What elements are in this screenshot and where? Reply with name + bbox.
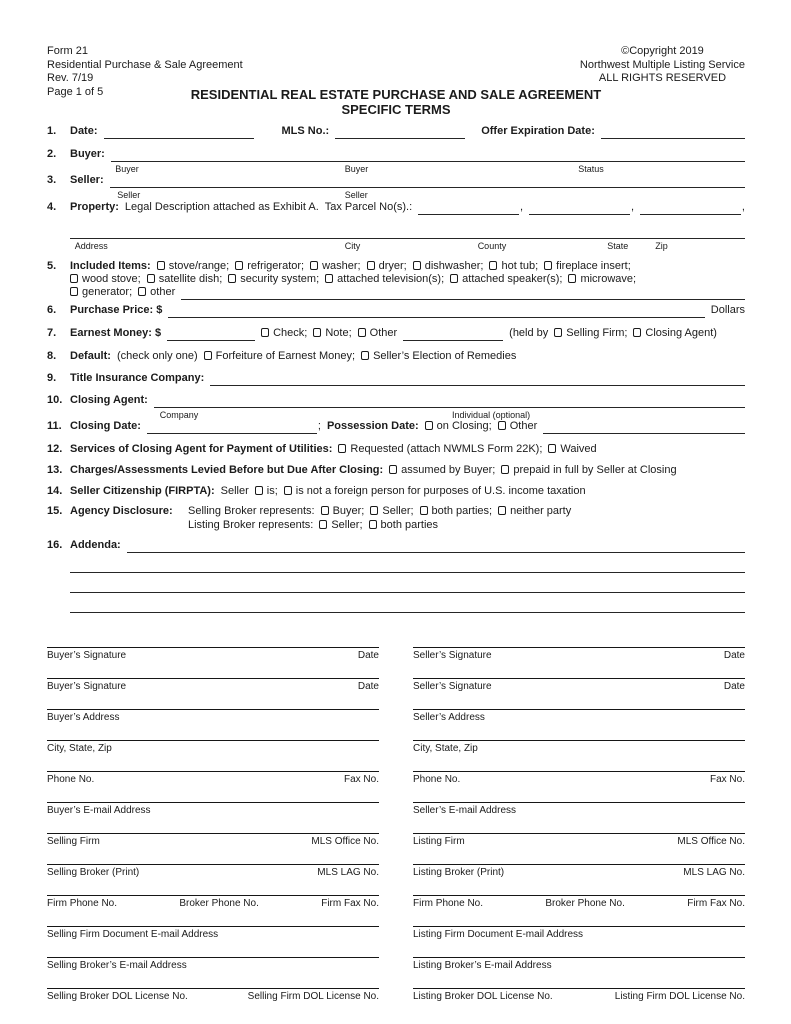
sig-label: Phone No. <box>413 774 461 785</box>
sig-label: Buyer’s Address <box>47 712 120 723</box>
sig-label: MLS LAG No. <box>317 867 379 878</box>
option-label: attached speaker(s); <box>462 273 563 285</box>
item-number: 1. <box>47 125 57 137</box>
seller-fill-line[interactable] <box>110 174 745 188</box>
buyer-captions <box>70 163 745 174</box>
comma: , <box>741 201 745 213</box>
sig-label: Listing Broker (Print) <box>413 867 505 878</box>
sig-label: MLS Office No. <box>311 836 379 847</box>
option-check <box>261 327 307 340</box>
checkbox-icon[interactable] <box>420 506 428 515</box>
caption-individual: Individual (optional) <box>452 410 531 420</box>
item-number: 12. <box>47 443 63 455</box>
caption-state: State <box>607 241 629 251</box>
item-utilities-services <box>47 443 745 456</box>
sig-label: City, State, Zip <box>47 743 112 754</box>
held-by-text: (held by <box>509 327 549 339</box>
checkbox-icon[interactable] <box>358 328 366 337</box>
checkbox-icon[interactable] <box>367 261 375 270</box>
signature-section <box>47 647 745 1019</box>
sig-label: Buyer’s Signature <box>47 650 127 661</box>
sig-label: Selling Broker’s E-mail Address <box>47 960 187 971</box>
closing-agent-captions <box>70 409 745 420</box>
checkbox-icon[interactable] <box>261 328 269 337</box>
option-label: dishwasher; <box>424 260 484 272</box>
checkbox-icon[interactable] <box>633 328 641 337</box>
checkbox-icon[interactable] <box>319 520 327 529</box>
comma: , <box>630 201 635 213</box>
item-seller <box>47 174 745 200</box>
item-number: 14. <box>47 485 63 497</box>
purchase-price-label: Purchase Price: $ <box>70 304 163 316</box>
option-is <box>255 485 278 498</box>
sig-label: Listing Broker’s E-mail Address <box>413 960 552 971</box>
sig-label: Seller’s Signature <box>413 650 492 661</box>
sig-label: Date <box>357 681 379 692</box>
item-included-items <box>47 260 745 300</box>
caption-city: City <box>344 241 361 251</box>
purchase-price-fill-line[interactable] <box>168 304 704 318</box>
checkbox-icon[interactable] <box>489 261 497 270</box>
addenda-fill-line-1[interactable] <box>127 539 745 553</box>
option-forfeiture <box>204 350 355 363</box>
option-label: Closing Agent) <box>645 327 717 339</box>
property-text: Legal Description attached as Exhibit A. <box>124 201 319 213</box>
option-other <box>138 286 175 299</box>
option-dishwasher <box>413 260 484 273</box>
offer-expiration-fill-line[interactable] <box>601 125 745 139</box>
tax-parcel-fill-1[interactable] <box>418 201 519 215</box>
sig-label: Phone No. <box>47 774 95 785</box>
option-represents-buyer <box>321 505 365 518</box>
item-default <box>47 350 745 363</box>
sig-label: Selling Firm <box>47 836 100 847</box>
sig-label: Buyer’s E-mail Address <box>47 805 151 816</box>
caption-status: Status <box>578 164 604 174</box>
form-id: Form 21 <box>47 45 88 57</box>
option-waived <box>548 443 596 456</box>
option-microwave <box>568 273 636 286</box>
other-included-fill-line[interactable] <box>181 286 745 300</box>
option-listing-represents-both <box>369 519 438 532</box>
title-sub: SPECIFIC TERMS <box>341 102 451 117</box>
default-label: Default: <box>70 350 111 362</box>
sig-row-buyer-phone-fax <box>47 771 379 786</box>
addenda-fill-line-2[interactable] <box>70 553 745 573</box>
seller-captions <box>70 189 745 200</box>
charges-label: Charges/Assessments Levied Before but Due After Closing: <box>70 464 384 476</box>
option-label: refrigerator; <box>247 260 305 272</box>
property-address-fill-line[interactable] <box>70 225 745 239</box>
option-washer <box>310 260 361 273</box>
sig-row-buyers-signature-1 <box>47 647 379 662</box>
item-number: 10. <box>47 394 63 406</box>
included-items-label: Included Items: <box>70 260 151 272</box>
property-label: Property: <box>70 201 119 213</box>
item-number: 9. <box>47 372 57 384</box>
option-refrigerator <box>235 260 304 273</box>
sig-row-buyer-city-state-zip <box>47 740 379 755</box>
closing-agent-label: Closing Agent: <box>70 394 148 406</box>
item-number: 5. <box>47 260 57 272</box>
checkbox-icon[interactable] <box>568 274 576 283</box>
option-note <box>313 327 351 340</box>
sig-row-listing-broker <box>413 864 745 879</box>
option-label: both parties <box>380 519 439 531</box>
caption-buyer-2: Buyer <box>344 164 369 174</box>
option-assumed-by-buyer <box>389 464 495 477</box>
sig-label: Firm Fax No. <box>321 898 379 909</box>
sig-row-buyer-email <box>47 802 379 817</box>
date-fill-line[interactable] <box>104 125 254 139</box>
sig-label: Selling Broker (Print) <box>47 867 140 878</box>
sig-row-seller-email <box>413 802 745 817</box>
item-number: 11. <box>47 420 62 432</box>
option-represents-neither <box>498 505 571 518</box>
item-agency-disclosure <box>47 505 745 533</box>
caption-company: Company <box>159 410 199 420</box>
checkbox-icon[interactable] <box>413 261 421 270</box>
title-insurance-label: Title Insurance Company: <box>70 372 205 384</box>
caption-buyer-1: Buyer <box>115 164 139 174</box>
seller-label: Seller: <box>70 174 104 186</box>
option-is-not <box>284 485 586 498</box>
form-page-number: Page 1 of 5 <box>47 85 104 98</box>
sig-row-buyers-address <box>47 709 379 724</box>
firpta-seller-text: Seller <box>220 485 249 497</box>
item-title-insurance <box>47 372 745 386</box>
item-number: 7. <box>47 327 57 339</box>
sig-row-listing-phones <box>413 895 745 910</box>
option-label: on Closing; <box>436 420 492 432</box>
sig-label: Listing Broker DOL License No. <box>413 991 553 1002</box>
sig-label: City, State, Zip <box>413 743 478 754</box>
item-property <box>47 201 745 251</box>
option-closing-agent <box>633 327 717 340</box>
addenda-fill-line-4[interactable] <box>70 593 745 613</box>
option-label: neither party <box>510 505 572 517</box>
addenda-fill-line-3[interactable] <box>70 573 745 593</box>
selling-broker-represents-label: Selling Broker represents: <box>188 505 315 517</box>
sig-row-sellers-signature-1 <box>413 647 745 662</box>
sig-row-sellers-address <box>413 709 745 724</box>
option-label: fireplace insert; <box>556 260 631 272</box>
organization-name: Northwest Multiple Listing Service <box>579 58 745 71</box>
checkbox-icon[interactable] <box>338 444 346 453</box>
option-attached-speakers <box>450 273 562 286</box>
item-number: 16. <box>47 539 63 551</box>
checkbox-icon[interactable] <box>554 328 562 337</box>
sig-row-seller-city-state-zip <box>413 740 745 755</box>
address-captions <box>70 240 745 251</box>
sig-row-listing-broker-email <box>413 957 745 972</box>
item-closing-agent <box>47 394 745 420</box>
default-note: (check only one) <box>116 350 198 362</box>
checkbox-icon[interactable] <box>369 520 377 529</box>
dollars-label: Dollars <box>710 304 745 316</box>
closing-date-label: Closing Date: <box>70 420 141 432</box>
caption-county: County <box>477 241 507 251</box>
checkbox-icon[interactable] <box>310 261 318 270</box>
checkbox-icon[interactable] <box>425 421 433 430</box>
sig-row-selling-dol-licenses <box>47 988 379 1003</box>
sig-label: Listing Firm Document E-mail Address <box>413 929 584 940</box>
checkbox-icon[interactable] <box>204 351 212 360</box>
firpta-label: Seller Citizenship (FIRPTA): <box>70 485 215 497</box>
item-buyer <box>47 148 745 174</box>
possession-date-label: Possession Date: <box>326 420 419 432</box>
checkbox-icon[interactable] <box>501 465 509 474</box>
item-addenda <box>47 539 745 613</box>
sig-label: MLS LAG No. <box>683 867 745 878</box>
checkbox-icon[interactable] <box>70 274 78 283</box>
option-attached-televisions <box>325 273 444 286</box>
sig-row-listing-firm-doc-email <box>413 926 745 941</box>
closing-agent-fill-line[interactable] <box>154 394 745 408</box>
sig-label: Fax No. <box>709 774 745 785</box>
caption-zip: Zip <box>655 241 668 251</box>
sig-row-listing-dol-licenses <box>413 988 745 1003</box>
option-label: Other <box>509 420 538 432</box>
earnest-amount-fill-line[interactable] <box>167 327 255 341</box>
option-security-system <box>228 273 319 286</box>
copyright-block <box>580 45 745 99</box>
option-label: Check; <box>273 327 308 339</box>
option-hot-tub <box>489 260 538 273</box>
option-on-closing <box>425 420 492 433</box>
checkbox-icon[interactable] <box>548 444 556 453</box>
closing-date-fill-line[interactable] <box>147 420 317 434</box>
seller-listing-column <box>413 647 745 1019</box>
checkbox-icon[interactable] <box>235 261 243 270</box>
option-label: Waived <box>560 443 597 455</box>
option-label: washer; <box>322 260 361 272</box>
sig-label: Listing Firm DOL License No. <box>614 991 745 1002</box>
item-purchase-price <box>47 304 745 318</box>
option-label: Selling Firm; <box>566 327 628 339</box>
sig-row-selling-phones <box>47 895 379 910</box>
buyer-fill-line[interactable] <box>111 148 745 162</box>
option-label: Seller; <box>331 519 363 531</box>
checkbox-icon[interactable] <box>228 274 236 283</box>
listing-broker-represents-label: Listing Broker represents: <box>188 519 314 531</box>
item-earnest-money <box>47 327 745 341</box>
checkbox-icon[interactable] <box>325 274 333 283</box>
checkbox-icon[interactable] <box>138 287 146 296</box>
sig-row-selling-firm-doc-email <box>47 926 379 941</box>
rights-text: ALL RIGHTS RESERVED <box>598 72 727 84</box>
checkbox-icon[interactable] <box>321 506 329 515</box>
item-number: 15. <box>47 505 63 517</box>
item-date <box>47 125 745 139</box>
sig-label: Selling Firm Document E-mail Address <box>47 929 219 940</box>
sig-label: MLS Office No. <box>677 836 745 847</box>
checkbox-icon[interactable] <box>450 274 458 283</box>
checkbox-icon[interactable] <box>70 287 78 296</box>
option-label: hot tub; <box>501 260 539 272</box>
option-dryer <box>367 260 407 273</box>
option-represents-seller <box>370 505 413 518</box>
tax-parcel-label: Tax Parcel No(s).: <box>324 201 413 213</box>
buyer-label: Buyer: <box>70 148 105 160</box>
caption-seller-2: Seller <box>344 190 368 200</box>
option-sellers-election <box>361 350 516 363</box>
option-generator <box>70 286 132 299</box>
sig-label: Date <box>723 681 745 692</box>
option-label: is; <box>266 485 278 497</box>
option-label: Requested (attach NWMLS Form 22K); <box>350 443 543 455</box>
option-label: Seller’s Election of Remedies <box>373 350 517 362</box>
sig-label: Firm Fax No. <box>687 898 745 909</box>
copyright-text: ©Copyright 2019 <box>621 45 704 57</box>
sig-label: Listing Firm <box>413 836 465 847</box>
sig-row-seller-phone-fax <box>413 771 745 786</box>
checkbox-icon[interactable] <box>498 506 506 515</box>
option-represents-both <box>420 505 493 518</box>
comma: , <box>520 201 524 213</box>
sig-label: Seller’s Signature <box>413 681 492 692</box>
option-label: microwave; <box>580 273 637 285</box>
option-label: wood stove; <box>82 273 141 285</box>
sig-row-selling-firm <box>47 833 379 848</box>
mls-no-label: MLS No.: <box>281 125 330 137</box>
sig-label: Buyer’s Signature <box>47 681 127 692</box>
sig-label: Firm Phone No. <box>47 898 118 909</box>
option-label: dryer; <box>378 260 407 272</box>
caption-address: Address <box>74 241 108 251</box>
utilities-label: Services of Closing Agent for Payment of Utilities: <box>70 443 333 455</box>
buyer-selling-column <box>47 647 379 1019</box>
title-main: RESIDENTIAL REAL ESTATE PURCHASE AND SALE AGREEMENT <box>190 87 602 102</box>
option-label: attached television(s); <box>337 273 445 285</box>
caption-seller-1: Seller <box>117 190 141 200</box>
form-revision: Rev. 7/19 <box>47 72 94 84</box>
checkbox-icon[interactable] <box>498 421 506 430</box>
option-label: prepaid in full by Seller at Closing <box>513 464 677 476</box>
item-closing-date <box>47 420 745 434</box>
checkbox-icon[interactable] <box>313 328 321 337</box>
sig-label: Broker Phone No. <box>179 898 259 909</box>
option-label: assumed by Buyer; <box>401 464 496 476</box>
mls-no-fill-line[interactable] <box>335 125 465 139</box>
option-other-earnest <box>358 327 398 340</box>
offer-expiration-label: Offer Expiration Date: <box>481 125 595 137</box>
item-number: 6. <box>47 304 57 316</box>
sig-row-buyers-signature-2 <box>47 678 379 693</box>
item-number: 13. <box>47 464 63 476</box>
sig-row-listing-firm <box>413 833 745 848</box>
sig-label: Fax No. <box>343 774 379 785</box>
option-stove-range <box>157 260 230 273</box>
option-label: Seller; <box>382 505 414 517</box>
item-charges-assessments <box>47 464 745 477</box>
checkbox-icon[interactable] <box>255 486 263 495</box>
item-number: 4. <box>47 201 57 213</box>
option-requested <box>338 443 542 456</box>
sig-label: Date <box>357 650 379 661</box>
option-fireplace-insert <box>544 260 631 273</box>
sig-label: Firm Phone No. <box>413 898 484 909</box>
checkbox-icon[interactable] <box>147 274 155 283</box>
option-wood-stove <box>70 273 141 286</box>
checkbox-icon[interactable] <box>370 506 378 515</box>
sig-row-selling-broker-email <box>47 957 379 972</box>
option-label: satellite dish; <box>158 273 223 285</box>
sig-label: Selling Firm DOL License No. <box>247 991 379 1002</box>
option-label: other <box>150 286 176 298</box>
option-label: Note; <box>325 327 352 339</box>
sig-label: Seller’s E-mail Address <box>413 805 517 816</box>
earnest-money-label: Earnest Money: $ <box>70 327 162 339</box>
option-prepaid-by-seller <box>501 464 676 477</box>
tax-parcel-fill-3[interactable] <box>640 201 741 215</box>
option-listing-represents-seller <box>319 519 362 532</box>
item-number: 2. <box>47 148 57 160</box>
option-label: security system; <box>240 273 320 285</box>
option-label: Forfeiture of Earnest Money; <box>215 350 356 362</box>
item-firpta <box>47 485 745 498</box>
checkbox-icon[interactable] <box>361 351 369 360</box>
checkbox-icon[interactable] <box>544 261 552 270</box>
option-possession-other <box>498 420 538 433</box>
tax-parcel-fill-2[interactable] <box>529 201 630 215</box>
option-satellite-dish <box>147 273 223 286</box>
option-label: both parties; <box>431 505 493 517</box>
sig-label: Broker Phone No. <box>545 898 625 909</box>
sig-row-sellers-signature-2 <box>413 678 745 693</box>
item-number: 3. <box>47 174 57 186</box>
sig-row-selling-broker <box>47 864 379 879</box>
earnest-other-fill-line[interactable] <box>403 327 503 341</box>
option-label: Other <box>369 327 398 339</box>
date-label: Date: <box>70 125 98 137</box>
item-number: 8. <box>47 350 57 362</box>
checkbox-icon[interactable] <box>157 261 165 270</box>
checkbox-icon[interactable] <box>284 486 292 495</box>
option-selling-firm <box>554 327 627 340</box>
option-label: Buyer; <box>332 505 365 517</box>
agency-disclosure-label: Agency Disclosure: <box>70 505 173 517</box>
option-label: is not a foreign person for purposes of U.S. income taxation <box>295 485 586 497</box>
sig-label: Selling Broker DOL License No. <box>47 991 188 1002</box>
semicolon: ; <box>317 420 321 432</box>
option-label: generator; <box>82 286 133 298</box>
addenda-label: Addenda: <box>70 539 121 551</box>
sig-label: Date <box>723 650 745 661</box>
sig-label: Seller’s Address <box>413 712 485 723</box>
form-name: Residential Purchase & Sale Agreement <box>47 58 243 71</box>
checkbox-icon[interactable] <box>389 465 397 474</box>
option-label: stove/range; <box>168 260 230 272</box>
title-company-fill-line[interactable] <box>210 372 745 386</box>
possession-other-fill-line[interactable] <box>543 420 745 434</box>
